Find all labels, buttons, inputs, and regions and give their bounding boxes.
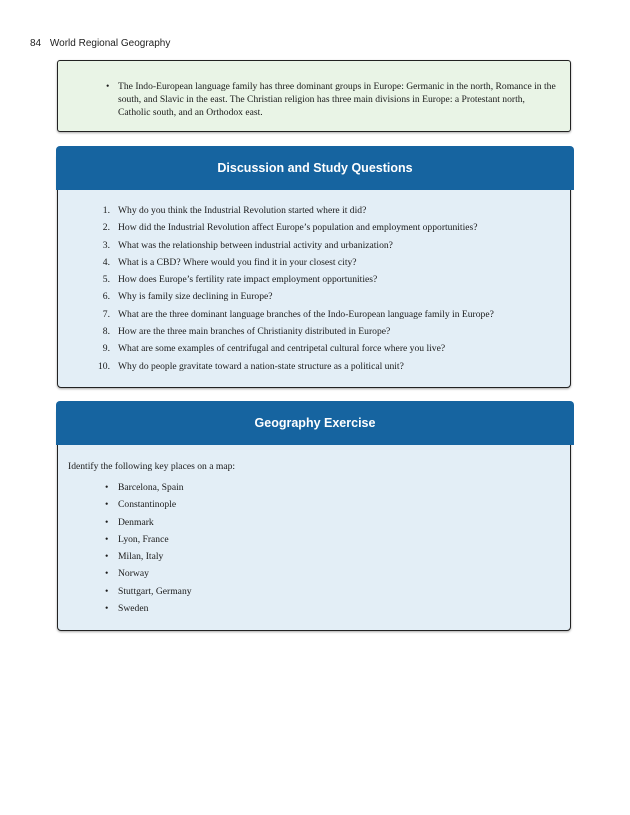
bullet-icon: • [105, 499, 109, 511]
question-item [58, 290, 494, 307]
place-item [58, 516, 192, 533]
bullet-icon: • [106, 81, 110, 92]
question-item [58, 360, 494, 377]
question-item [58, 342, 494, 359]
bullet-icon: • [105, 585, 109, 597]
question-text: How are the three main branches of Christianity distributed in Europe? [118, 326, 391, 338]
question-number: 8. [102, 326, 110, 338]
place-item [58, 533, 192, 550]
question-text: Why do you think the Industrial Revolution started where it did? [118, 205, 367, 216]
question-text: Why is family size declining in Europe? [118, 291, 273, 303]
place-item [58, 602, 192, 619]
question-item [58, 204, 494, 221]
question-number: 1. [102, 205, 110, 216]
place-name: Denmark [118, 516, 154, 528]
bullet-icon: • [105, 516, 109, 528]
place-name: Constantinople [118, 499, 177, 511]
summary-bullet-item [106, 80, 558, 119]
question-text: What are some examples of centrifugal and centripetal cultural force where you live? [118, 343, 446, 355]
question-number: 7. [102, 308, 110, 320]
summary-box [57, 60, 571, 132]
bullet-icon: • [105, 551, 109, 563]
summary-bullet-text: The Indo-European language family has three dominant groups in Europe: Germanic in the north, Romance in the south, and Slavic in the east. The Christian religion has three main divisions in Europe: a Protestant north, Catholic south, and an Orthodox east. [118, 81, 556, 118]
question-item [58, 273, 494, 290]
question-item [58, 325, 494, 342]
question-text: What was the relationship between industrial activity and urbanization? [118, 239, 393, 251]
discussion-header [56, 146, 574, 190]
exercise-panel [57, 408, 571, 631]
bullet-icon: • [105, 482, 109, 493]
exercise-intro: Identify the following key places on a map: [68, 461, 236, 472]
question-text: Why do people gravitate toward a nation-state structure as a political unit? [118, 360, 404, 372]
place-name: Lyon, France [118, 533, 169, 545]
place-name: Sweden [118, 603, 149, 615]
exercise-title: Geography Exercise [254, 416, 376, 430]
question-number: 4. [102, 256, 110, 268]
page-number: 84 [30, 38, 42, 49]
place-name: Norway [118, 568, 149, 580]
exercise-header [56, 401, 574, 445]
place-item [58, 498, 192, 515]
bullet-icon: • [105, 568, 109, 580]
question-number: 5. [102, 274, 110, 286]
question-number: 3. [102, 239, 110, 251]
question-item [58, 256, 494, 273]
places-list [58, 481, 192, 619]
bullet-icon: • [105, 603, 109, 615]
question-text: What is a CBD? Where would you find it in your closest city? [118, 256, 357, 268]
running-head [30, 38, 170, 49]
place-name: Barcelona, Spain [118, 482, 184, 493]
question-number: 9. [102, 343, 110, 355]
question-number: 2. [102, 222, 110, 234]
question-text: How does Europe’s fertility rate impact employment opportunities? [118, 274, 378, 286]
discussion-panel [57, 153, 571, 388]
discussion-title: Discussion and Study Questions [217, 161, 413, 175]
question-item [58, 239, 494, 256]
question-list [58, 204, 494, 377]
question-number: 6. [102, 291, 110, 303]
question-item [58, 221, 494, 238]
place-item [58, 550, 192, 567]
bullet-icon: • [105, 533, 109, 545]
question-text: How did the Industrial Revolution affect Europe’s population and employment opportunities? [118, 222, 478, 234]
question-text: What are the three dominant language branches of the Indo-European language family in Europe? [118, 308, 494, 320]
place-item [58, 481, 192, 498]
book-title: World Regional Geography [49, 38, 171, 49]
place-item [58, 585, 192, 602]
place-name: Milan, Italy [118, 551, 164, 563]
question-item [58, 308, 494, 325]
place-name: Stuttgart, Germany [118, 585, 192, 597]
place-item [58, 567, 192, 584]
question-number: 10. [98, 360, 110, 372]
